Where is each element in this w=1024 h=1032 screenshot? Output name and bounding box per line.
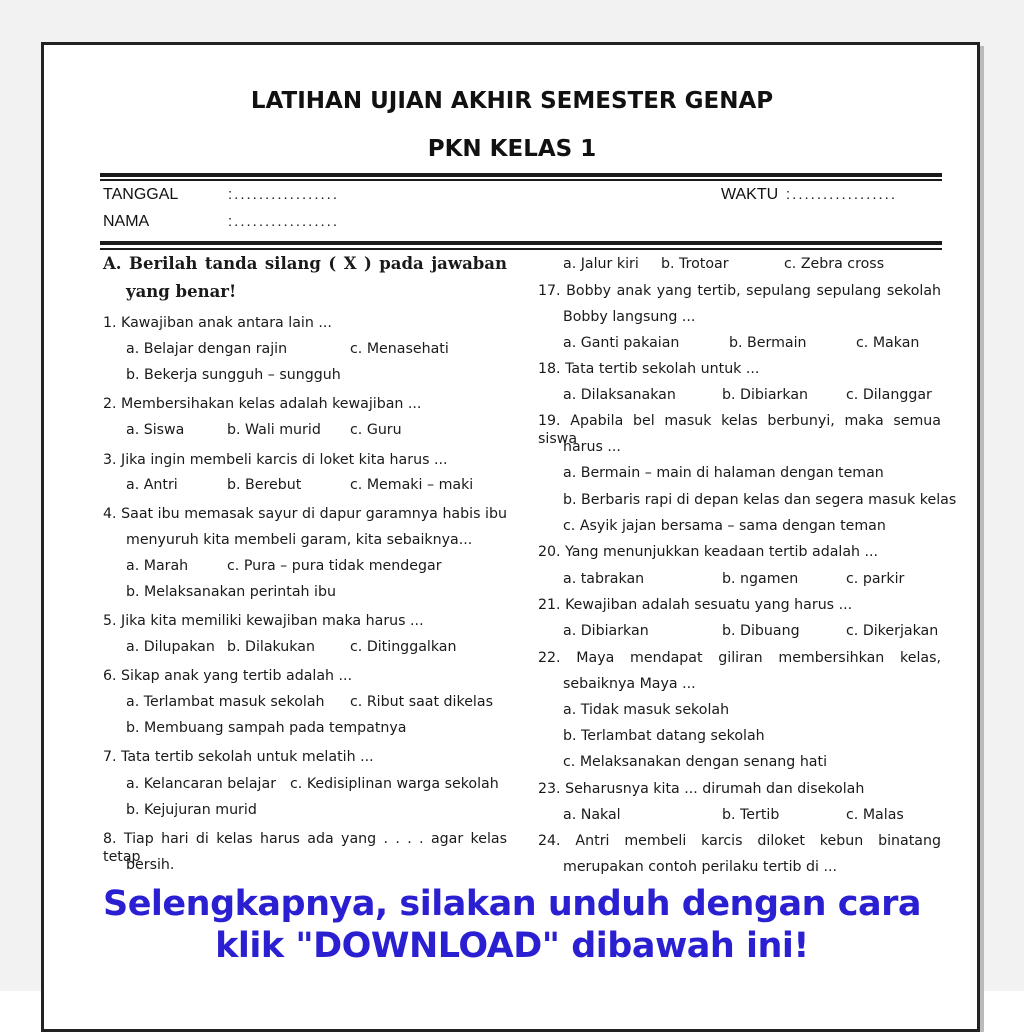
question-17: 17. Bobby anak yang tertib, sepulang sepulang sekolah [538,283,941,299]
q3-option-c: c. Memaki – maki [350,477,474,493]
q5-option-b: b. Dilakukan [227,639,315,655]
question-17-line2: Bobby langsung ... [563,309,696,325]
q19-option-a: a. Bermain – main di halaman dengan teman [563,465,884,481]
q2-option-c: c. Guru [350,422,402,438]
q7-option-c: c. Kedisiplinan warga sekolah [290,776,499,792]
header-rule-top-thin [100,179,942,181]
question-23: 23. Seharusnya kita ... dirumah dan disekolah [538,781,865,797]
q22-option-a: a. Tidak masuk sekolah [563,702,730,718]
q1-option-a: a. Belajar dengan rajin [126,341,288,357]
q20-option-c: c. parkir [846,571,905,587]
tanggal-field: :................. [228,186,340,203]
q7-option-a: a. Kelancaran belajar [126,776,277,792]
section-a-instruction-line2: yang benar! [126,282,237,301]
question-7: 7. Tata tertib sekolah untuk melatih ... [103,749,374,765]
header-rule-bottom [100,241,942,245]
q21-option-c: c. Dikerjakan [846,623,939,639]
q21-option-b: b. Dibuang [722,623,800,639]
q1-option-c: c. Menasehati [350,341,449,357]
question-22-line2: sebaiknya Maya ... [563,676,696,692]
q23-option-a: a. Nakal [563,807,621,823]
q16-option-a: a. Jalur kiri [563,256,639,272]
q19-option-c: c. Asyik jajan bersama – sama dengan teman [563,518,886,534]
q6-option-b: b. Membuang sampah pada tempatnya [126,720,407,736]
q20-option-a: a. tabrakan [563,571,645,587]
waktu-label: WAKTU [721,186,779,203]
q17-option-b: b. Bermain [729,335,807,351]
question-22: 22. Maya mendapat giliran membersihkan kelas, [538,650,941,666]
q16-option-c: c. Zebra cross [784,256,885,272]
section-a-instruction: A. Berilah tanda silang ( X ) pada jawaban [103,254,507,273]
tanggal-label: TANGGAL [103,186,179,203]
q5-option-c: c. Ditinggalkan [350,639,457,655]
q18-option-a: a. Dilaksanakan [563,387,676,403]
question-4-line2: menyuruh kita membeli garam, kita sebaiknya... [126,532,473,548]
q20-option-b: b. ngamen [722,571,799,587]
q3-option-b: b. Berebut [227,477,302,493]
question-18: 18. Tata tertib sekolah untuk ... [538,361,760,377]
question-20: 20. Yang menunjukkan keadaan tertib adalah ... [538,544,879,560]
page-subtitle: PKN KELAS 1 [427,136,597,162]
header-rule-top [100,173,942,177]
q19-option-b: b. Berbaris rapi di depan kelas dan segera masuk kelas [563,492,957,508]
q22-option-b: b. Terlambat datang sekolah [563,728,765,744]
q2-option-a: a. Siswa [126,422,185,438]
waktu-field: :................. [786,186,898,203]
q23-option-c: c. Malas [846,807,904,823]
q18-option-b: b. Dibiarkan [722,387,809,403]
question-3: 3. Jika ingin membeli karcis di loket kita harus ... [103,452,448,468]
nama-label: NAMA [103,213,150,230]
question-1: 1. Kawajiban anak antara lain ... [103,315,332,331]
q17-option-a: a. Ganti pakaian [563,335,680,351]
q22-option-c: c. Melaksanakan dengan senang hati [563,754,828,770]
question-2: 2. Membersihakan kelas adalah kewajiban ... [103,396,422,412]
question-21: 21. Kewajiban adalah sesuatu yang harus ... [538,597,853,613]
header-rule-bottom-thin [100,248,942,250]
q17-option-c: c. Makan [856,335,920,351]
q4-option-a: a. Marah [126,558,189,574]
q18-option-c: c. Dilanggar [846,387,932,403]
q16-option-b: b. Trotoar [661,256,729,272]
q7-option-b: b. Kejujuran murid [126,802,257,818]
question-8-line2: bersih. [126,857,175,873]
question-24-line2: merupakan contoh perilaku tertib di ... [563,859,838,875]
question-5: 5. Jika kita memiliki kewajiban maka harus ... [103,613,424,629]
question-6: 6. Sikap anak yang tertib adalah ... [103,668,353,684]
q2-option-b: b. Wali murid [227,422,321,438]
q21-option-a: a. Dibiarkan [563,623,649,639]
q3-option-a: a. Antri [126,477,178,493]
download-promo-line2: klik "DOWNLOAD" dibawah ini! [215,926,809,966]
q4-option-b: b. Melaksanakan perintah ibu [126,584,336,600]
q1-option-b: b. Bekerja sungguh – sungguh [126,367,341,383]
q6-option-c: c. Ribut saat dikelas [350,694,493,710]
question-8: 8. Tiap hari di kelas harus ada yang . . . . agar kelas tetap [103,831,507,865]
q4-option-c: c. Pura – pura tidak mendegar [227,558,442,574]
page-title: LATIHAN UJIAN AKHIR SEMESTER GENAP [250,88,774,114]
download-promo-line1: Selengkapnya, silakan unduh dengan cara [102,884,921,924]
nama-field: :................. [228,213,340,230]
q5-option-a: a. Dilupakan [126,639,215,655]
q6-option-a: a. Terlambat masuk sekolah [126,694,325,710]
question-24: 24. Antri membeli karcis diloket kebun binatang [538,833,941,849]
question-4: 4. Saat ibu memasak sayur di dapur garamnya habis ibu [103,506,507,522]
question-19-line2: harus ... [563,439,621,455]
q23-option-b: b. Tertib [722,807,780,823]
question-19: 19. Apabila bel masuk kelas berbunyi, maka semua siswa [538,413,941,447]
